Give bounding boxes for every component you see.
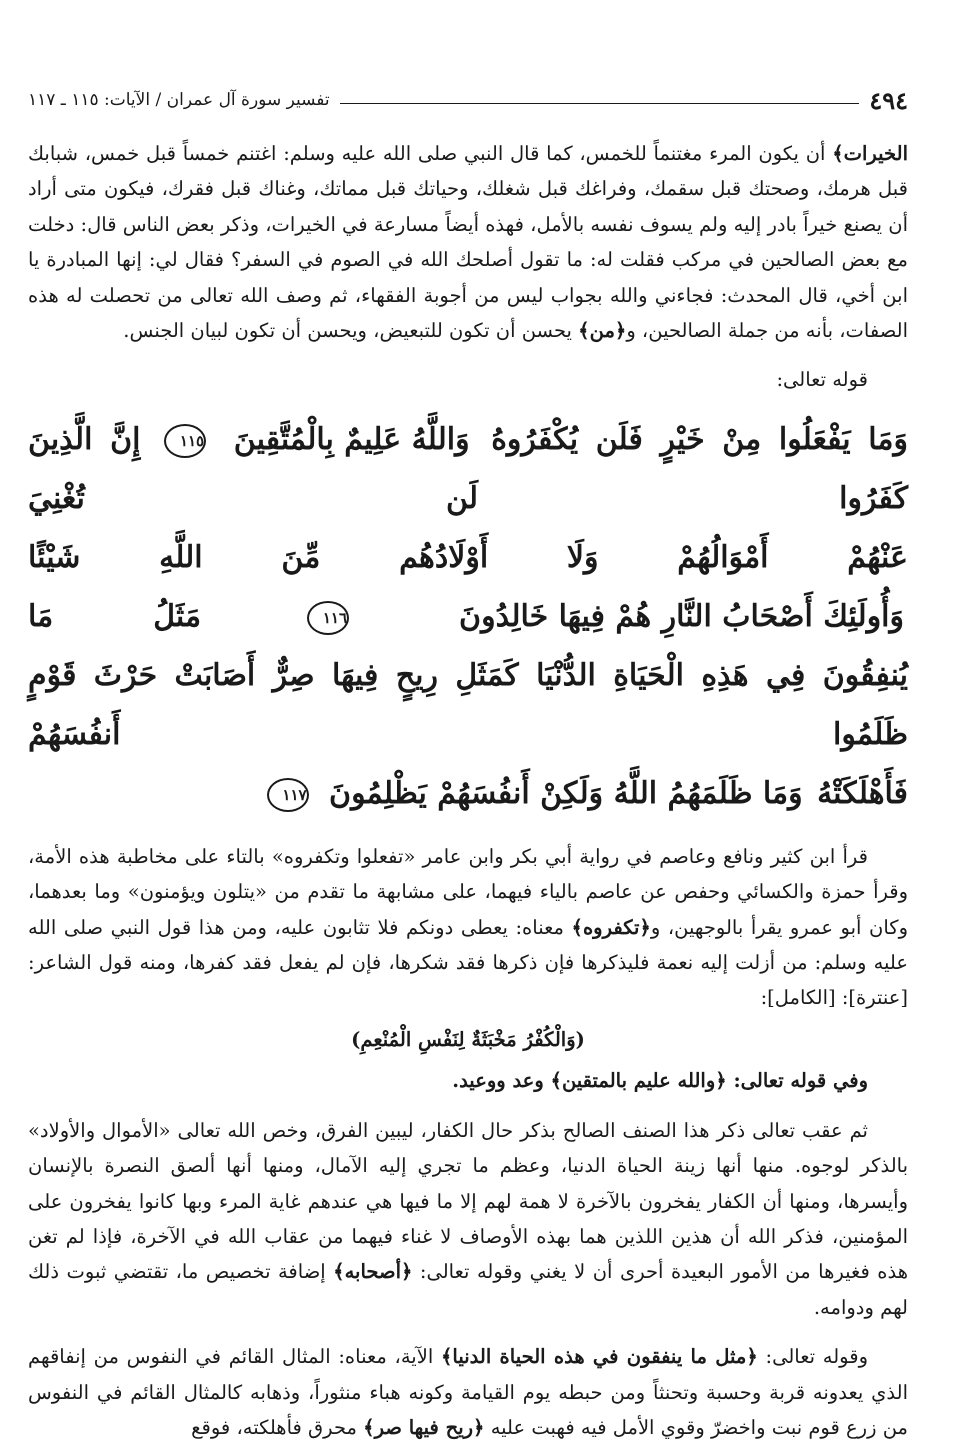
paragraph-5-quote: ﴿مثل ما ينفقون في هذه الحياة الدنيا﴾ — [440, 1345, 758, 1369]
paragraph-1 — [28, 136, 908, 348]
paragraph-4 — [28, 1113, 908, 1325]
poetry-verse: (وَالْكُفْرُ مَخْبَثَةٌ لِنَفْسِ الْمُنْعِمِ) — [351, 1027, 585, 1051]
quran-text: وَمَا ظَلَمَهُمُ اللَّهُ وَلَكِنْ أَنفُسَهُمْ يَظْلِمُونَ — [329, 775, 803, 811]
quran-line-3: يُنفِقُونَ فِي هَذِهِ الْحَيَاةِ الدُّنْيَا كَمَثَلِ رِيحٍ فِيهَا صِرٌّ أَصَابَتْ حَرْثَ قَوْمٍ ظَلَمُوا أَنفُسَهُمْ — [28, 657, 908, 752]
paragraph-5-quote-2: ﴿ريح فيها صر﴾ — [363, 1415, 485, 1439]
quran-text: عَنْهُمْ أَمْوَالُهُمْ وَلَا أَوْلَادُهُم مِّنَ اللَّهِ شَيْئًا — [28, 539, 908, 575]
paragraph-4-quote: ﴿أصحابه﴾ — [333, 1260, 413, 1284]
paragraph-3-end: وعد ووعيد. — [452, 1069, 551, 1093]
quran-text: وَمَا يَفْعَلُوا مِنْ خَيْرٍ فَلَن يُكْفَرُوهُ — [491, 421, 908, 457]
quran-text: إِنَّ الَّذِينَ كَفَرُوا لَن تُغْنِيَ — [28, 421, 908, 516]
paragraph-1-lead: الخيرات﴾ — [832, 142, 908, 165]
ayah-number-117: ١١٧ — [267, 778, 309, 812]
paragraph-1-quote: ﴿من﴾ — [578, 319, 627, 343]
quran-line-1 — [28, 410, 908, 528]
page-header — [28, 86, 908, 114]
quran-text: وَاللَّهُ عَلِيمٌ بِالْمُتَّقِينَ — [233, 421, 470, 457]
paragraph-3 — [28, 1063, 908, 1098]
paragraph-5 — [28, 1339, 908, 1445]
quran-text: مَثَلُ مَا — [28, 598, 202, 634]
ayah-number-115: ١١٥ — [164, 424, 206, 458]
paragraph-1-text: أن يكون المرء مغتنماً للخمس، كما قال النبي صلى الله عليه وسلم: اغتنم خمساً قبل خمس، شبابك قبل هرمك، وصحتك قبل سقمك، وفراغك قبل شغلك، وحياتك قبل مماتك، وغناك قبل فقرك، فيكون متى أراد أن يصنع خيراً بادر إليه ولم يسوف نفسه بالأمل، فهذه أيضاً مسارعة في الخيرات، وذكر بعض الناس قال: دخلت مع بعض الصالحين في مركب فقلت له: ما تقول أصلحك الله في الصوم في السفر؟ فقال لي: إنها المبادرة يا ابن أخي، قال المحدث: فجاءني والله بجواب ليس من أجوبة الفقهاء، ثم وصف الله تعالى من تحصلت له هذه الصفات، بأنه من جملة الصالحين، و — [28, 142, 908, 343]
paragraph-3-quote: ﴿والله عليم بالمتقين﴾ — [550, 1069, 727, 1093]
paragraph-5-mid: الآية، معناه: المثال القائم في النفوس من إنفاقهم الذي يعدونه قربة وحسبة وتحنثاً ومن حبطه يوم القيامة وكونه هباء منثوراً، وذهابه كالمثال القائم في النفوس من زرع قوم نبت واخضرّ وقوي الأمل فيه فهبت عليه — [28, 1345, 908, 1439]
paragraph-2 — [28, 839, 908, 1016]
paragraph-2-text: قرأ ابن كثير ونافع وعاصم في رواية أبي بكر وابن عامر «تفعلوا وتكفروه» بالتاء على مخاطبة هذه الأمة، وقرأ حمزة والكسائي وحفص عن عاصم بالياء فيهما، على مشابهة ما تقدم من «يتلون ويؤمنون» وما بعدهما، وكان أبو عمرو يقرأ بالوجهين، و — [28, 844, 908, 939]
paragraph-1-end: يحسن أن تكون للتبعيض، ويحسن أن تكون لبيان الجنس. — [123, 319, 579, 343]
ayah-number-116: ١١٦ — [307, 601, 349, 635]
paragraph-5-start: وقوله تعالى: — [757, 1345, 868, 1369]
quran-line-4 — [28, 764, 908, 823]
paragraph-2-end: معناه: يعطى دونكم فلا تثابون عليه، ومن هذا قول النبي صلى الله عليه وسلم: من أزلت إليه نعمة فليذكرها فإن ذكرها فقد شكرها، فإن لم يفعل فقد كفرها، ومنه قول الشاعر: [عنترة]: [الكامل]: — [28, 915, 908, 1010]
quran-verses — [28, 410, 908, 823]
paragraph-4-text: ثم عقب تعالى ذكر هذا الصنف الصالح بذكر حال الكفار، ليبين الفرق، وخص الله تعالى «الأموال والأولاد» بالذكر لوجوه. منها أنها زينة الحياة الدنيا، وعظم ما تجري إليه الآمال، ومنها أنها ألصق النصرة بالإنسان وأيسرها، ومنها أن الكفار يفخرون بالآخرة لا همة لهم إلا ما فيها هي عندهم غاية المرء وبها كانوا يفخرون على المؤمنين، فذكر الله أن هذين اللذين هما بهذه الأوصاف لا غناء فيهما من عقاب الله في الآخرة، فإذا لم تغن هذه فغيرها من الأمور البعيدة أحرى أن لا يغني وقوله تعالى: — [28, 1118, 908, 1284]
paragraph-5-end: محرق فأهلكته، فوقع — [191, 1415, 364, 1439]
quran-text: وَأُولَئِكَ أَصْحَابُ النَّارِ هُمْ فِيهَا خَالِدُونَ — [459, 598, 905, 634]
running-title: تفسير سورة آل عمران / الآيات: ١١٥ ـ ١١٧ — [28, 90, 330, 110]
header-rule — [340, 103, 860, 104]
quran-line-2 — [28, 528, 908, 646]
paragraph-2-quote: ﴿تكفروه﴾ — [571, 915, 651, 939]
paragraph-4-end: إضافة تخصيص ما، تقتضي ثبوت ذلك لهم ودوامه. — [28, 1260, 908, 1319]
verse-intro: قوله تعالى: — [776, 368, 868, 392]
page-number: ٤٩٤ — [869, 85, 908, 115]
paragraph-3-start: وفي قوله تعالى: — [726, 1069, 868, 1093]
quran-text: فَأَهْلَكَتْهُ — [817, 775, 908, 811]
page-body — [28, 136, 908, 1445]
